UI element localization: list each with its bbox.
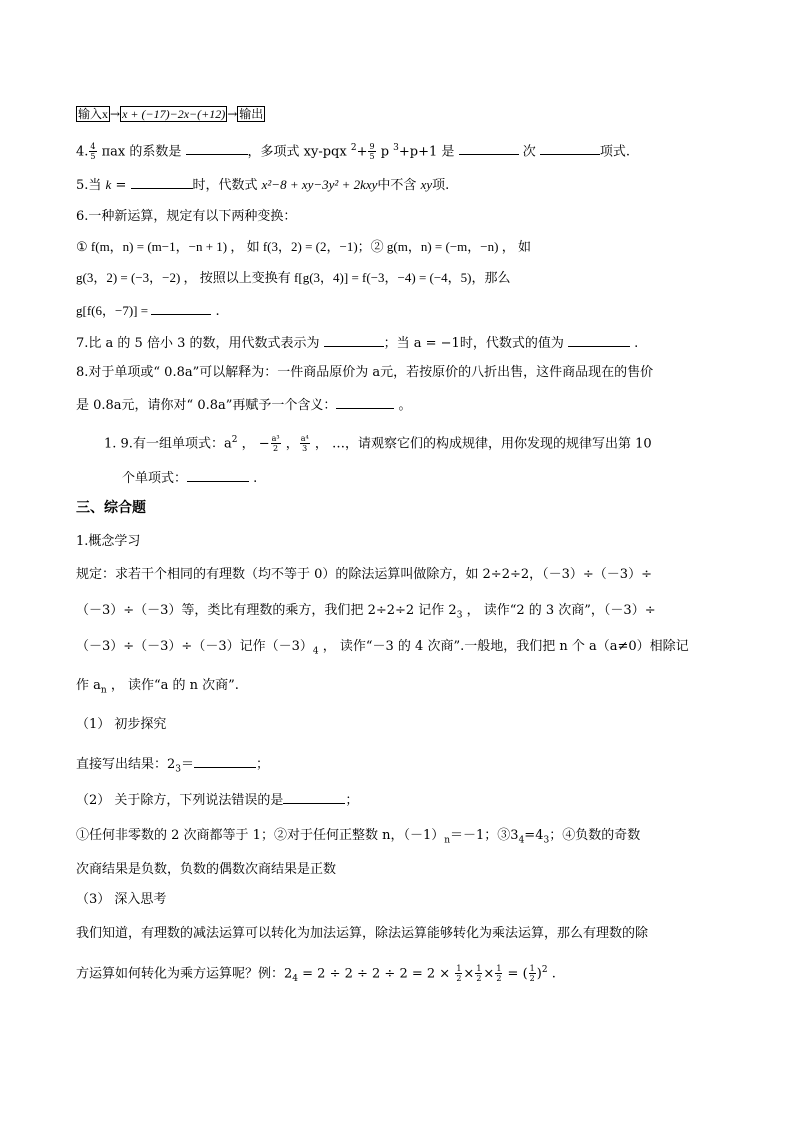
subpart-1-question: 直接写出结果：$2_3=$ ；	[76, 753, 269, 780]
problem-1-line-4: 作 $a_n$ ， 读作“a 的 n 次商”.	[76, 678, 239, 696]
fraction-4-5: $\frac{4}{5}$	[90, 142, 96, 162]
answer-blank	[568, 332, 630, 347]
subpart-3-line-1: 我们知道，有理数的减法运算可以转化为加法运算，除法运算能够转化为乘法运算，那么有理数的除	[76, 926, 649, 941]
question-8-line-2: 是 0.8a元，请你对“ 0.8a”再赋予一个含义： 。	[76, 394, 412, 416]
answer-blank	[187, 467, 249, 482]
answer-blank	[186, 140, 248, 155]
flow-operation-box: x + (−17)−2x−(+12)	[122, 107, 226, 121]
fraction-a3-2: $\frac{\text{a³}}{2}$	[271, 434, 280, 454]
question-6-line-1: ① f(m，n) = (m−1，−n + 1) ， 如 f(3，2) = (2，−1)；② g(m，n) = (−m，−n) ， 如	[76, 239, 531, 254]
answer-blank	[151, 300, 211, 315]
question-9-line-1: 1. 9.有一组单项式：$a^2$ ， − $\frac{\text{a³}}{2}$ ， $\frac{\text{a⁴}}{3}$ ， …，请观察它们的构成规律，用你发现的规律写出第 10	[104, 434, 652, 454]
answer-blank	[540, 140, 600, 155]
subpart-3-line-2: 方运算如何转化为乘方运算呢？例：$2_4 = 2 \div 2 \div 2 \div 2 = 2$ × $\frac{1}{2}$ × $\frac{1}{2}$ × $\frac{1}{2}$ = ( $\frac{1}{2}$ )$^2$ .	[76, 964, 556, 984]
flow-output-box: 输出	[239, 107, 264, 121]
subpart-1-heading: （1） 初步探究	[76, 717, 167, 732]
question-7: 7.比 a 的 5 倍小 3 的数，用代数式表示为 ；当 a = −1时，代数式的值为 .	[76, 332, 638, 354]
question-4: 4. $\frac{4}{5}$ πax 的系数是 ，多项式 xy-pqx $^2$+ $\frac{9}{5}$ p $^3$+p+1 是 次 项式.	[76, 142, 630, 162]
question-9-line-2: 个单项式： .	[122, 467, 257, 489]
answer-blank	[194, 753, 256, 768]
fraction-1-2: $\frac{1}{2}$	[476, 964, 482, 984]
question-6-line-2: g(3，2) = (−3，−2) ， 按照以上变换有 f[g(3，4)] = f(−3，−4) = (−4，5)，那么	[76, 270, 511, 285]
question-8-line-1: 8.对于单项或“ 0.8a”可以解释为：一件商品原价为 a元，若按原价的八折出售，这件商品现在的售价	[76, 365, 654, 380]
fraction-9-5: $\frac{9}{5}$	[369, 142, 375, 162]
flow-input-box: 输入x	[78, 107, 109, 121]
flow-diagram	[76, 104, 265, 125]
problem-1-line-1: 规定：求若干个相同的有理数（均不等于 0）的除法运算叫做除方，如 2÷2÷2，（－3）÷（－3）÷	[76, 567, 652, 582]
problem-1-line-3: （－3）÷（－3）÷（－3）记作$(-3)_4$ ， 读作“－3 的 4 次商”.一般地，我们把 n 个 a（a≠0）相除记	[76, 639, 689, 657]
answer-blank	[283, 789, 345, 804]
question-6-title: 6.一种新运算，规定有以下两种变换：	[76, 209, 297, 224]
question-6-line-3: g[f(6，−7)] = .	[76, 300, 220, 322]
answer-blank	[459, 140, 519, 155]
flow-arrow-2: →	[227, 107, 238, 121]
fraction-1-2: $\frac{1}{2}$	[456, 964, 462, 984]
flow-arrow-1: →	[110, 107, 121, 121]
question-5: 5.当 k = 时，代数式 x²−8 + xy−3y² + 2kxy中不含 xy项.	[76, 174, 449, 196]
fraction-1-2: $\frac{1}{2}$	[529, 964, 535, 984]
fraction-a4-3: $\frac{\text{a⁴}}{3}$	[300, 434, 309, 454]
answer-blank	[324, 332, 384, 347]
fraction-1-2: $\frac{1}{2}$	[496, 964, 502, 984]
section-heading: 三、综合题	[76, 500, 146, 516]
problem-1-title: 1.概念学习	[76, 534, 141, 549]
subpart-2-options-line-1: ①任何非零数的 2 次商都等于 1；②对于任何正整数 n，$(-1)_n=-1$；$③3_4=4_3$；④负数的奇数	[76, 828, 641, 846]
answer-blank	[336, 394, 394, 409]
subpart-3-heading: （3） 深入思考	[76, 892, 167, 907]
subpart-2-options-line-2: 次商结果是负数，负数的偶数次商结果是正数	[76, 862, 337, 877]
problem-1-line-2: （－3）÷（－3）等，类比有理数的乘方，我们把 2÷2÷2 记作 $2_3$ ， 读作“2 的 3 次商”，（－3）÷	[76, 603, 656, 621]
subpart-2-heading: （2） 关于除方，下列说法错误的是 ；	[76, 789, 358, 811]
answer-blank	[131, 174, 193, 189]
